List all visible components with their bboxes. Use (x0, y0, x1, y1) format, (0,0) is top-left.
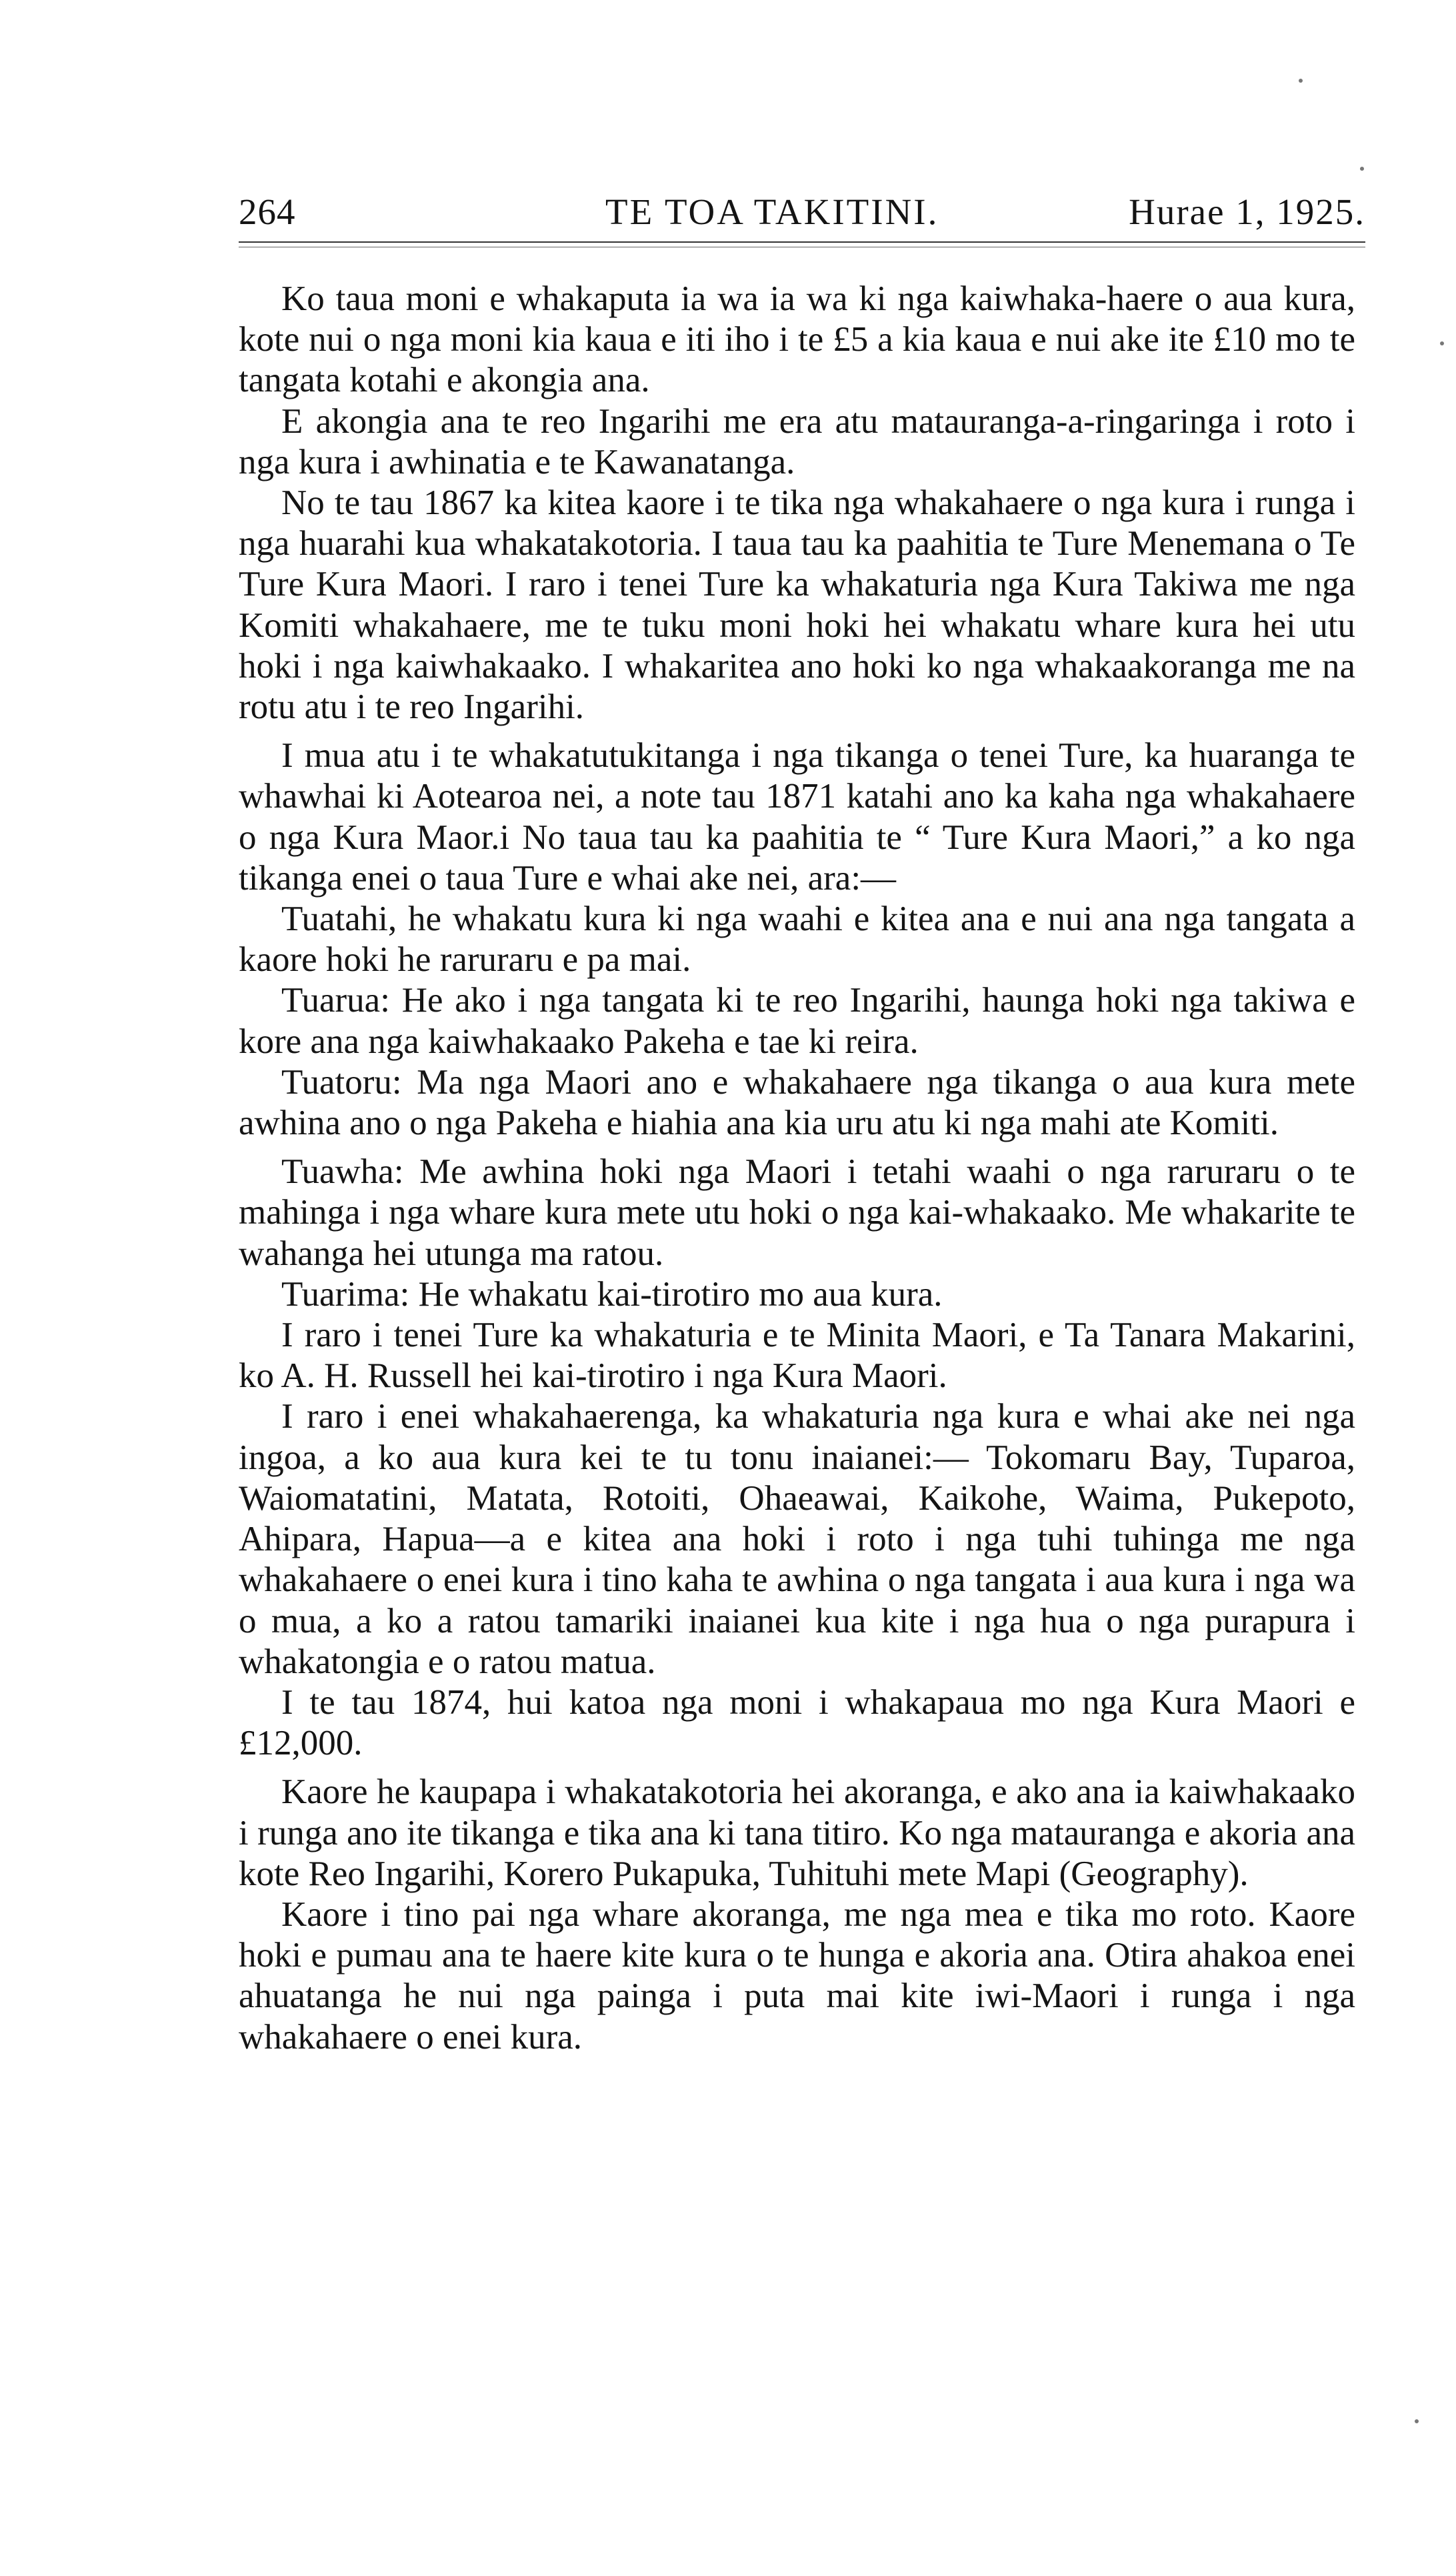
paragraph-second-provision: Tuarua: He ako i nga tangata ki te reo Ingarihi, haunga hoki nga takiwa e kore ana nga kaiwhakaako Pakeha e tae ki reira. (239, 981, 1355, 1061)
page-number: 264 (239, 191, 296, 232)
paragraph-fifth-provision: Tuarima: He whakatu kai-tirotiro mo aua kura. (281, 1274, 943, 1314)
paragraph-first-provision: Tuatahi, he whakatu kura ki nga waahi e kitea ana e nui ana nga tangata a kaore hoki he raruraru e pa mai. (239, 900, 1355, 980)
paragraph-school-list: I raro i enei whakahaerenga, ka whakaturia nga kura e whai ake nei nga ingoa, a ko aua kura kei te tu tonu inaianei:— Tokomaru Bay, Tuparoa, Waiomatatini, Matata, Rotoiti, Ohaeawai, Kaikohe, Waima, Pukepoto, Ahipara, Hapua—a e kitea ana hoki i roto i nga tuhi tuhinga me nga whakahaere o enei kura i tino kaha te awhina o nga tangata i aua kura i nga wa o mua, a ko a ratou tamariki inaianei kua kite i nga hua o nga purapura i whakatongia e o ratou matua. (239, 1397, 1355, 1681)
paragraph-1871-act: I mua atu i te whakatutukitanga i nga tikanga o tenei Ture, ka huaranga te whawhai ki Aotearoa nei, a note tau 1871 katahi ano ka kaha nga whakahaere o nga Kura Maor.i No taua tau ka paahitia te “ Ture Kura Maori,” a ko nga tikanga enei o taua Ture e whai ake nei, ara:— (239, 736, 1355, 898)
header-rule (239, 241, 1365, 243)
paper-speck (1360, 167, 1364, 171)
paragraph-school-conditions: Kaore i tino pai nga whare akoranga, me nga mea e tika mo roto. Kaore hoki e pumau ana te haere kite kura o te hunga e akoria ana. Otira ahakoa enei ahuatanga he nui nga painga i puta mai kite iwi-Maori i runga i nga whakahaere o enei kura. (239, 1894, 1355, 2057)
article-body (239, 279, 1355, 2058)
paragraph-1874-expenditure: I te tau 1874, hui katoa nga moni i whakapaua mo nga Kura Maori e £12,000. (239, 1682, 1355, 1763)
paragraph-third-provision: Tuatoru: Ma nga Maori ano e whakahaere nga tikanga o aua kura mete awhina ano o nga Pakeha e hiahia ana kia uru atu ki nga mahi ate Komiti. (239, 1062, 1355, 1143)
paper-speck (1299, 79, 1303, 83)
paragraph-inspector-appointment: I raro i tenei Ture ka whakaturia e te Minita Maori, e Ta Tanara Makarini, ko A. H. Russell hei kai-tirotiro i nga Kura Maori. (239, 1316, 1355, 1396)
paragraph-fourth-provision: Tuawha: Me awhina hoki nga Maori i tetahi waahi o nga raruraru o te mahinga i nga whare kura mete utu hoki o nga kai-whakaako. Me whakarite te wahanga hei utunga ma ratou. (239, 1152, 1355, 1273)
paper-speck (1415, 2419, 1419, 2423)
running-title: TE TOA TAKITINI. (605, 191, 939, 232)
page-header (239, 185, 1365, 239)
paragraph-english-instruction: E akongia ana te reo Ingarihi me era atu matauranga-a-ringaringa i roto i nga kura i awhinatia e te Kawanatanga. (239, 401, 1355, 481)
paragraph-1867-act: No te tau 1867 ka kitea kaore i te tika nga whakahaere o nga kura i runga i nga huarahi kua whakatakotoria. I taua tau ka paahitia te Ture Menemana o Te Ture Kura Maori. I raro i tenei Ture ka whakaturia nga Kura Takiwa me nga Komiti whakahaere, me te tuku moni hoki hei whakatu whare kura hei utu hoki i nga kaiwhakaako. I whakaritea ano hoki ko nga whakaakoranga me na rotu atu i te reo Ingarihi. (239, 483, 1355, 727)
paragraph-curriculum: Kaore he kaupapa i whakatakotoria hei akoranga, e ako ana ia kaiwhakaako i runga ano ite tikanga e tika ana ki tana titiro. Ko nga matauranga e akoria ana kote Reo Ingarihi, Korero Pukapuka, Tuhituhi mete Mapi (Geography). (239, 1772, 1355, 1893)
paper-speck (1440, 341, 1444, 345)
paragraph-school-funding: Ko taua moni e whakaputa ia wa ia wa ki nga kaiwhaka-haere o aua kura, kote nui o nga moni kia kaua e iti iho i te £5 a kia kaua e nui ake ite £10 mo te tangata kotahi e akongia ana. (239, 279, 1355, 400)
issue-date: Hurae 1, 1925. (1129, 191, 1365, 232)
